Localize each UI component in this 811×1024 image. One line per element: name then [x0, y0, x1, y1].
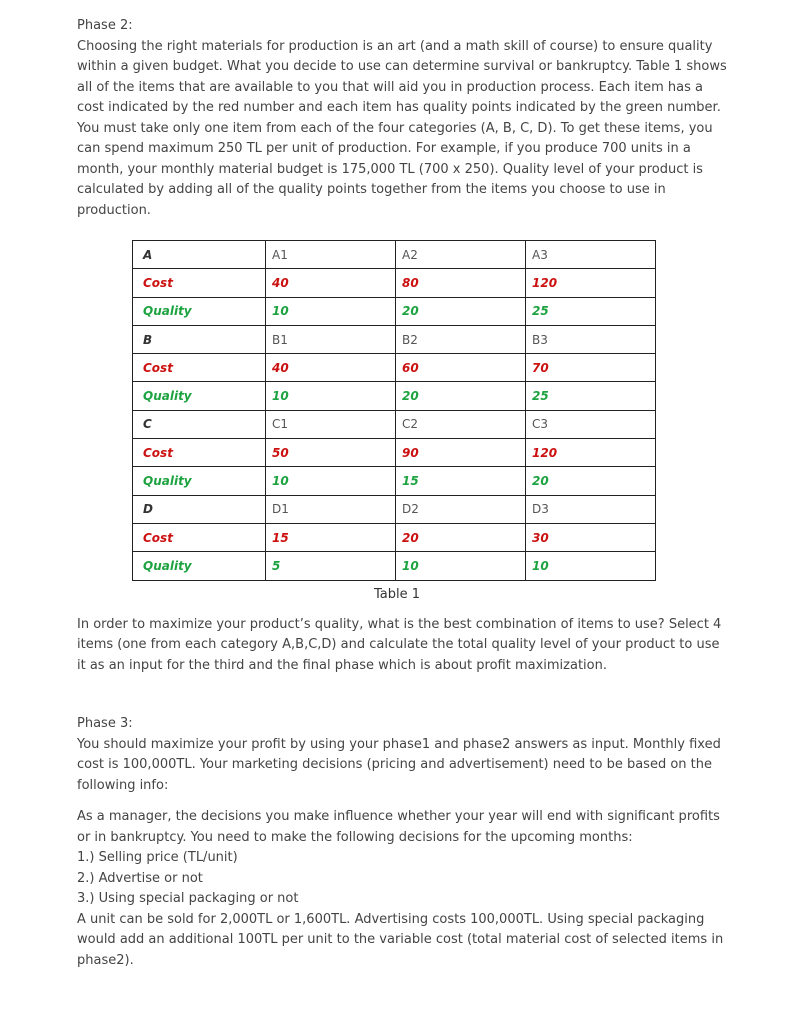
- category-row-label: C: [133, 410, 266, 438]
- quality-row: [133, 297, 656, 325]
- table-cell: 25: [526, 297, 656, 325]
- table-cell: A1: [266, 241, 396, 269]
- quality-row: [133, 467, 656, 495]
- table-cell: 20: [396, 382, 526, 410]
- phase3-title: Phase 3:: [77, 716, 133, 732]
- table-cell: 25: [526, 382, 656, 410]
- table-cell: B1: [266, 325, 396, 353]
- phase3-manager: As a manager, the decisions you make influence whether your year will end with significant profits or in bankruptcy. You need to make the following decisions for the upcoming months:: [77, 809, 720, 845]
- table-cell: 20: [396, 297, 526, 325]
- phase3-intro: You should maximize your profit by using your phase1 and phase2 answers as input. Monthly fixed cost is 100,000TL. Your marketing decisions (pricing and advertisement) need to be based on the following info:: [77, 736, 721, 793]
- table-cell: 50: [266, 439, 396, 467]
- table-cell: 5: [266, 552, 396, 580]
- table-cell: 70: [526, 354, 656, 382]
- category-row-label: D: [133, 495, 266, 523]
- category-row: [133, 241, 656, 269]
- table-cell: C1: [266, 410, 396, 438]
- table-cell: A3: [526, 241, 656, 269]
- table-cell: 10: [266, 467, 396, 495]
- cost-row-label: Cost: [133, 269, 266, 297]
- table-cell: 80: [396, 269, 526, 297]
- phase3-closing: A unit can be sold for 2,000TL or 1,600TL. Advertising costs 100,000TL. Using special packaging would add an additional 100TL per unit to the variable cost (total material cost of selected items in phase2).: [77, 911, 724, 968]
- phase3-section: [77, 714, 727, 971]
- category-row-label: A: [133, 241, 266, 269]
- table-cell: A2: [396, 241, 526, 269]
- category-row: [133, 410, 656, 438]
- table-cell: D1: [266, 495, 396, 523]
- quality-row-label: Quality: [133, 382, 266, 410]
- table-cell: 60: [396, 354, 526, 382]
- table-cell: 120: [526, 439, 656, 467]
- category-row: [133, 325, 656, 353]
- table-cell: B3: [526, 325, 656, 353]
- category-row-label: B: [133, 325, 266, 353]
- phase2-title: Phase 2:: [77, 18, 133, 33]
- table-caption: Table 1: [373, 586, 421, 602]
- cost-row: [133, 269, 656, 297]
- cost-row-label: Cost: [133, 523, 266, 551]
- table-cell: 120: [526, 269, 656, 297]
- table-cell: C2: [396, 410, 526, 438]
- cost-row: [133, 354, 656, 382]
- decision-3: 3.) Using special packaging or not: [77, 891, 299, 907]
- cost-row-label: Cost: [133, 354, 266, 382]
- cost-row: [133, 523, 656, 551]
- table-cell: 10: [396, 552, 526, 580]
- table-cell: 40: [266, 354, 396, 382]
- table-cell: 30: [526, 523, 656, 551]
- table-cell: C3: [526, 410, 656, 438]
- phase2-section: [77, 16, 727, 221]
- table-cell: B2: [396, 325, 526, 353]
- quality-row: [133, 382, 656, 410]
- table-cell: 20: [396, 523, 526, 551]
- items-table: [132, 240, 656, 581]
- quality-row-label: Quality: [133, 467, 266, 495]
- after-table-section: [77, 615, 727, 677]
- table-cell: D2: [396, 495, 526, 523]
- table-cell: 20: [526, 467, 656, 495]
- table-cell: D3: [526, 495, 656, 523]
- quality-row: [133, 552, 656, 580]
- decision-2: 2.) Advertise or not: [77, 870, 203, 886]
- cost-row-label: Cost: [133, 439, 266, 467]
- decision-1: 1.) Selling price (TL/unit): [77, 850, 238, 866]
- table-cell: 15: [266, 523, 396, 551]
- cost-row: [133, 439, 656, 467]
- table-cell: 40: [266, 269, 396, 297]
- quality-row-label: Quality: [133, 297, 266, 325]
- table-cell: 10: [266, 382, 396, 410]
- category-row: [133, 495, 656, 523]
- phase2-paragraph: Choosing the right materials for production is an art (and a math skill of course) to ensure quality within a given budget. What you decide to use can determine survival or bankruptcy. Table 1 shows all of the items that are available to you that will aid you in production process. Each item has a cost indicated by the red number and each item has quality points indicated by the green number. You must take only one item from each of the four categories (A, B, C, D). To get these items, you can spend maximum 250 TL per unit of production. For example, if you produce 700 units in a month, your monthly material budget is 175,000 TL (700 x 250). Quality level of your product is calculated by adding all of the quality points together from the items you choose to use in production.: [77, 38, 727, 218]
- table-cell: 90: [396, 439, 526, 467]
- document: [77, 16, 727, 971]
- quality-row-label: Quality: [133, 552, 266, 580]
- table-cell: 10: [266, 297, 396, 325]
- after-table-paragraph: In order to maximize your product’s quality, what is the best combination of items to use? Select 4 items (one from each category A,B,C,D) and calculate the total quality level of your product to use it as an input for the third and the final phase which is about profit maximization.: [77, 616, 722, 673]
- table-cell: 15: [396, 467, 526, 495]
- table-cell: 10: [526, 552, 656, 580]
